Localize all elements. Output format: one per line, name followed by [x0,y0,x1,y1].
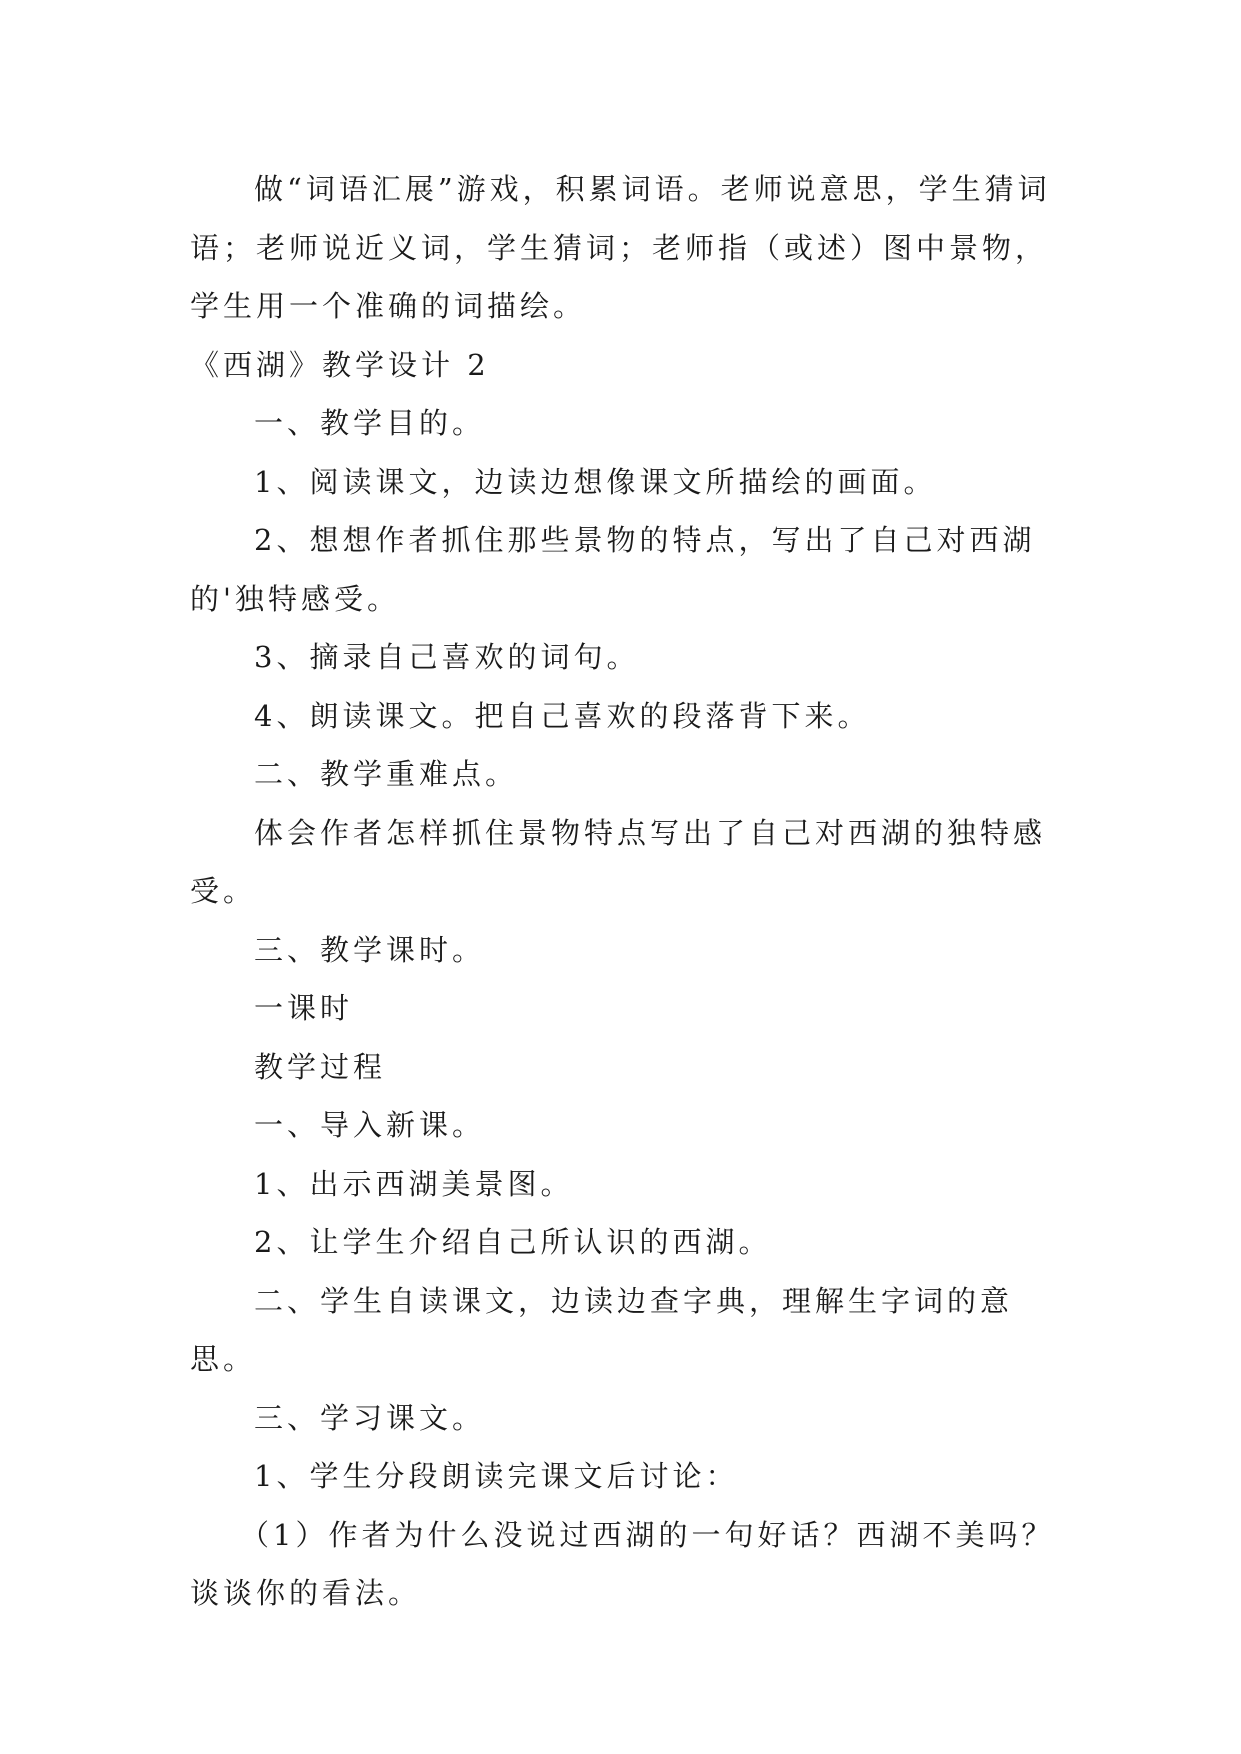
heading-teaching-process: 教学过程 [254,1049,387,1084]
goal-item-4: 4、朗读课文。把自己喜欢的段落背下来。 [254,698,871,733]
paragraph-word-game: 做“词语汇展”游戏，积累词语。老师说意思，学生猜词语；老师说近义词，学生猜词；老师指（或述）图中景物，学生用一个准确的词描绘。 [190,172,1051,323]
heading-key-points: 二、教学重难点。 [254,757,519,791]
heading-study-text: 三、学习课文。 [254,1400,486,1435]
heading-self-reading: 二、学生自读课文，边读边查字典，理解生字词的意思。 [190,1283,1014,1376]
document-body [190,160,1060,1623]
study-item-1: 1、学生分段朗读完课文后讨论： [254,1459,739,1493]
study-question-1: （1）作者为什么没说过西湖的一句好话？西湖不美吗？谈谈你的看法。 [190,1517,1055,1610]
intro-item-2: 2、让学生介绍自己所认识的西湖。 [254,1225,772,1259]
section-title: 《西湖》教学设计 2 [190,347,490,382]
paragraph-class-hours: 一课时 [254,991,354,1025]
paragraph-key-points: 体会作者怎样抓住景物特点写出了自己对西湖的独特感受。 [190,815,1047,908]
goal-item-3: 3、摘录自己喜欢的词句。 [254,640,640,674]
heading-class-hours: 三、教学课时。 [254,932,486,967]
heading-teaching-goals: 一、教学目的。 [254,406,486,440]
goal-item-1: 1、阅读课文，边读边想像课文所描绘的画面。 [254,464,937,499]
heading-intro: 一、导入新课。 [254,1108,486,1142]
goal-item-2: 2、想想作者抓住那些景物的特点，写出了自己对西湖的'独特感受。 [190,523,1036,616]
intro-item-1: 1、出示西湖美景图。 [254,1166,574,1201]
